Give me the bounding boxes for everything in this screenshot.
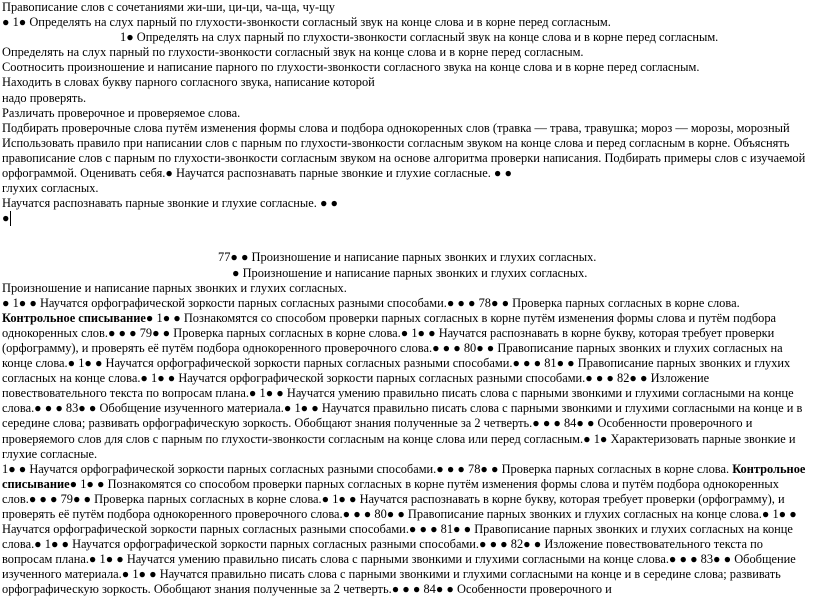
lesson-paragraph <box>2 296 814 462</box>
text-line: ● 1● Определять на слух парный по глухости-звонкости согласный звук на конце слова и в корне перед согласным. <box>2 15 611 30</box>
text-line: надо проверять. <box>2 90 87 105</box>
text-line: Произношение и написание парных звонких и глухих согласных. <box>2 280 347 295</box>
lesson-bold-text: Контрольное списывание <box>2 310 146 325</box>
text-line: Различать проверочное и проверяемое слова. <box>2 105 241 120</box>
text-line: 1● Определять на слух парный по глухости-звонкости согласный звук на конце слова и в корне перед согласным. <box>120 30 719 45</box>
document-title: Правописание слов с сочетаниями жи-ши, ци-ци, ча-ща, чу-щу <box>2 0 335 14</box>
lesson-text: 1● ● Научатся орфографической зоркости парных согласных разными способами.● ● ● 78● ● Проверка парных согласных в корне слова. <box>2 461 730 476</box>
lesson-text: ● 1● ● Познакомятся со способом проверки парных согласных в корне путём изменения формы слова и путём подбора однокоренных слов.● ● ● 79● ● Проверка парных согласных в корне слова.● 1● ● Научатся распознавать в корне букву, которая требует проверки (орфограмму), и проверять её путём подбора однокоренного проверочного слова.● ● ● 80● ● Правописание парных звонких и глухих согласных на конце слова.● 1● ● Научатся орфографической зоркости парных согласных разными способами.● ● ● 81● ● Правописание парных звонких и глухих согласных на конце слова.● 1● ● Научатся орфографической зоркости парных согласных разными способами.● ● ● 82● ● Изложение повествовательного текста по вопросам плана.● 1● ● Научатся умению правильно писать слова с парными звонкими и глухими согласными на конце слова.● ● ● 83● ● Обобщение изученного материала.● 1● ● Научатся правильно писать слова с парными звонкими и глухими согласными на конце и в середине слова; развивать орфографическую зоркость. Обобщают знания полученные за 2 четверть.● ● ● 84● ● Особенности проверочного и проверяемого слов для слов с парным по глухости-звонкости согласным на конце слова или перед согласным.● 1● Характеризовать парные звонкие и глухие согласные. <box>2 310 803 461</box>
text-line: Подбирать проверочные слова путём изменения формы слова и подбора однокоренных слов (травка — трава, травушка; мороз — морозы, морозный <box>2 120 790 135</box>
text-line: Находить в словах букву парного согласного звука, написание которой <box>2 75 375 90</box>
lesson-text: ● 1● ● Научатся орфографической зоркости парных согласных разными способами.● ● ● 78● ● Проверка парных согласных в корне слова. <box>2 295 740 310</box>
section-heading: ● Произношение и написание парных звонких и глухих согласных. <box>232 265 588 280</box>
section-heading: 77● ● Произношение и написание парных звонких и глухих согласных. <box>218 250 597 265</box>
bullet-line <box>2 211 814 226</box>
lesson-bold-text: Контрольное списывание <box>2 461 806 491</box>
lesson-paragraph <box>2 462 814 598</box>
lesson-text: ● 1● ● Познакомятся со способом проверки парных согласных в корне путём изменения формы слова и путём подбора однокоренных слов.● ● ● 79● ● Проверка парных согласных в корне слова.● 1● ● Научатся распознавать в корне букву, которая требует проверки (орфограмму), и проверять её путём подбора однокоренного проверочного слова.● ● ● 80● ● Правописание парных звонких и глухих согласных на конце слова.● 1● ● Научатся орфографической зоркости парных согласных разными способами.● ● ● 81● ● Правописание парных звонких и глухих согласных на конце слова.● 1● ● Научатся орфографической зоркости парных согласных разными способами.● ● ● 82● ● Изложение повествовательного текста по вопросам плана.● 1● ● Научатся умению правильно писать слова с парными звонкими и глухими согласными на конце слова.● ● ● 83● ● Обобщение изученного материала.● 1● ● Научатся правильно писать слова с парными звонкими и глухими согласными на конце и в середине слова; развивать орфографическую зоркость. Обобщают знания полученные за 2 четверть.● ● ● 84● ● Особенности проверочного и <box>2 476 797 597</box>
bullet-marker: ● <box>2 211 10 226</box>
text-line: глухих согласных. <box>2 181 99 196</box>
text-line: Определять на слух парный по глухости-звонкости согласный звук на конце слова и в корне перед согласным. <box>2 45 584 60</box>
spacer <box>2 226 814 250</box>
text-paragraph: Использовать правило при написании слов с парным по глухости-звонкости согласным звуком на конце слова и перед согласным в корне. Объяснять правописание слов с парным по глухости-звонкости согласным звуком на основе алгоритма проверки написания. Подбирать примеры слов с изучаемой орфограммой. Оценивать себя.● Научатся распознавать парные звонкие и глухие согласные. ● ● <box>2 135 806 181</box>
text-cursor[interactable] <box>10 211 11 226</box>
text-line: Научатся распознавать парные звонкие и глухие согласные. ● ● <box>2 196 339 211</box>
text-line: Соотносить произношение и написание парного по глухости-звонкости согласного звука на конце слова и в корне перед согласным. <box>2 60 700 75</box>
